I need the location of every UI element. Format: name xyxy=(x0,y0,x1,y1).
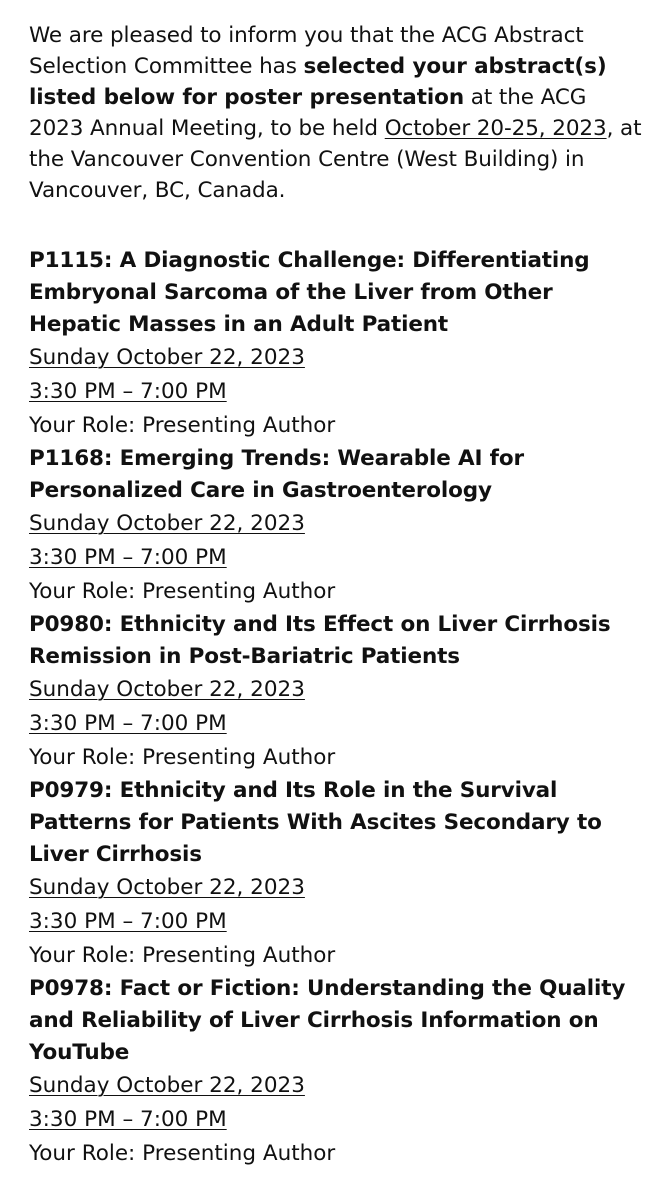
abstract-date-link[interactable]: Sunday October 22, 2023 xyxy=(29,511,305,536)
abstract-title: P1168: Emerging Trends: Wearable AI for Personalized Care in Gastroenterology xyxy=(29,446,524,503)
abstract-date-link[interactable]: Sunday October 22, 2023 xyxy=(29,677,305,702)
intro-text-2: at the ACG 2023 Annual Meeting, to be held xyxy=(29,85,587,141)
abstract-time-link[interactable]: 3:30 PM – 7:00 PM xyxy=(29,379,227,404)
abstract-time-link[interactable]: 3:30 PM – 7:00 PM xyxy=(29,1107,227,1132)
abstract-role: Your Role: Presenting Author xyxy=(29,943,336,968)
intro-text-3: , at the Vancouver Convention Centre (West Building) in Vancouver, BC, Canada. xyxy=(29,116,642,203)
abstract-date-link[interactable]: Sunday October 22, 2023 xyxy=(29,1073,305,1098)
abstract-role: Your Role: Presenting Author xyxy=(29,1141,336,1166)
meeting-dates-link[interactable]: October 20-25, 2023 xyxy=(384,116,607,141)
abstract-role: Your Role: Presenting Author xyxy=(29,745,336,770)
abstract-item-p0979 xyxy=(29,775,643,973)
abstract-item-p0980 xyxy=(29,609,643,775)
abstract-title: P0979: Ethnicity and Its Role in the Survival Patterns for Patients With Ascites Secondary to Liver Cirrhosis xyxy=(29,778,602,867)
abstract-item-p1115 xyxy=(29,245,643,443)
abstract-item-p1168 xyxy=(29,443,643,609)
abstract-title: P0978: Fact or Fiction: Understanding the Quality and Reliability of Liver Cirrhosis Information on YouTube xyxy=(29,976,626,1065)
abstract-item-p0978 xyxy=(29,973,643,1171)
abstract-title: P1115: A Diagnostic Challenge: Differentiating Embryonal Sarcoma of the Liver from Other Hepatic Masses in an Adult Patient xyxy=(29,248,590,337)
abstract-date-link[interactable]: Sunday October 22, 2023 xyxy=(29,345,305,370)
abstract-time-link[interactable]: 3:30 PM – 7:00 PM xyxy=(29,909,227,934)
spacer xyxy=(29,206,643,245)
abstract-list xyxy=(29,245,643,1171)
abstract-role: Your Role: Presenting Author xyxy=(29,413,336,438)
abstract-date-link[interactable]: Sunday October 22, 2023 xyxy=(29,875,305,900)
abstract-time-link[interactable]: 3:30 PM – 7:00 PM xyxy=(29,545,227,570)
abstract-time-link[interactable]: 3:30 PM – 7:00 PM xyxy=(29,711,227,736)
abstract-role: Your Role: Presenting Author xyxy=(29,579,336,604)
intro-bold-text: selected your abstract(s) listed below for poster presentation xyxy=(29,54,607,110)
abstract-title: P0980: Ethnicity and Its Effect on Liver Cirrhosis Remission in Post-Bariatric Patients xyxy=(29,612,611,669)
intro-paragraph xyxy=(29,0,643,206)
intro-text-1: We are pleased to inform you that the ACG Abstract Selection Committee has xyxy=(29,23,584,79)
